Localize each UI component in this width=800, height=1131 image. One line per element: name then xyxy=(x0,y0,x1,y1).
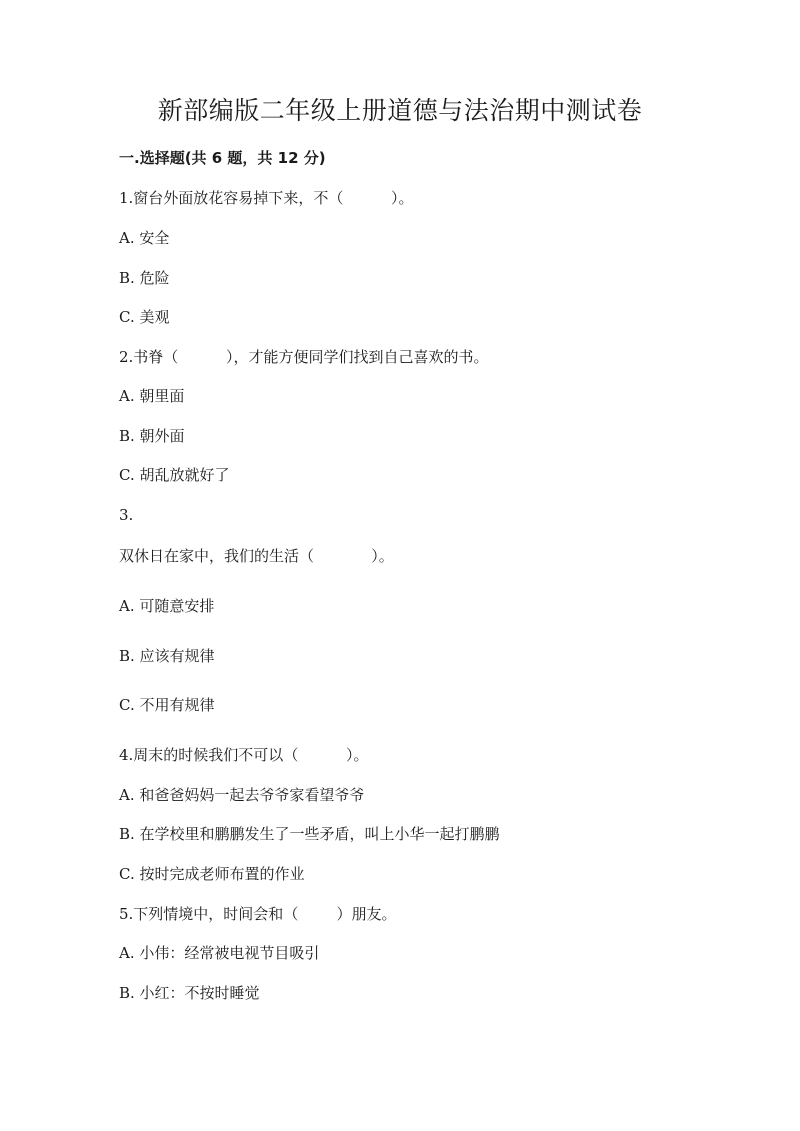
question-3-stem: 双休日在家中，我们的生活（ ）。 xyxy=(119,547,394,565)
question-5-option-b: B. 小红：不按时睡觉 xyxy=(119,984,260,1002)
question-3-option-a: A. 可随意安排 xyxy=(119,597,215,615)
section-heading: 一.选择题(共 6 题，共 12 分) xyxy=(119,149,326,167)
question-4-option-c: C. 按时完成老师布置的作业 xyxy=(119,865,305,883)
question-1-stem: 1.窗台外面放花容易掉下来，不（ ）。 xyxy=(119,189,414,207)
question-1-option-a: A. 安全 xyxy=(119,229,170,247)
page-title: 新部编版二年级上册道德与法治期中测试卷 xyxy=(157,96,643,125)
question-3-option-b: B. 应该有规律 xyxy=(119,647,215,665)
question-3-number: 3. xyxy=(119,506,134,524)
question-1-option-c: C. 美观 xyxy=(119,308,170,326)
question-4-option-b: B. 在学校里和鹏鹏发生了一些矛盾，叫上小华一起打鹏鹏 xyxy=(119,825,500,843)
question-4-option-a: A. 和爸爸妈妈一起去爷爷家看望爷爷 xyxy=(119,786,365,804)
question-2-option-a: A. 朝里面 xyxy=(119,387,185,405)
question-3-option-c: C. 不用有规律 xyxy=(119,696,215,714)
question-2-stem: 2.书脊（ ），才能方便同学们找到自己喜欢的书。 xyxy=(119,348,489,366)
question-2-option-c: C. 胡乱放就好了 xyxy=(119,466,230,484)
question-5-option-a: A. 小伟：经常被电视节目吸引 xyxy=(119,944,320,962)
question-2-option-b: B. 朝外面 xyxy=(119,427,185,445)
question-4-stem: 4.周末的时候我们不可以（ ）。 xyxy=(119,746,369,764)
question-5-stem: 5.下列情境中，时间会和（ ）朋友。 xyxy=(119,905,397,923)
question-1-option-b: B. 危险 xyxy=(119,269,170,287)
